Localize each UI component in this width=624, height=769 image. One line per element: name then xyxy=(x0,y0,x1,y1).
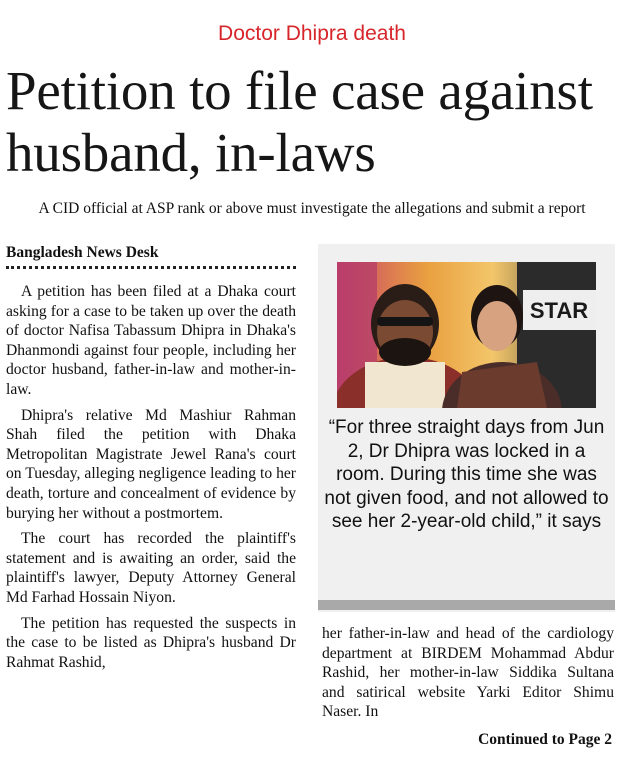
paragraph: The court has recorded the plaintiff's statement and is awaiting an order, said the plaintiff's lawyer, Deputy Attorney General Md Farhad Hossain Niyon. xyxy=(6,530,296,606)
article-body-left xyxy=(6,282,296,678)
byline-divider xyxy=(6,266,296,269)
couple-photo xyxy=(337,262,596,408)
byline: Bangladesh News Desk xyxy=(6,244,159,261)
paragraph: her father-in-law and head of the cardiology department at BIRDEM Mohammad Abdur Rashid, her mother-in-law Siddika Sultana and satirical website Yarki Editor Shimu Naser. In xyxy=(322,625,614,721)
pull-quote-bottom-bar xyxy=(318,600,615,610)
paragraph: The petition has requested the suspects in the case to be listed as Dhipra's husband Dr Rahmat Rashid, xyxy=(6,614,296,671)
deck-subheading: A CID official at ASP rank or above must investigate the allegations and submit a report xyxy=(38,200,586,217)
headline: Petition to file case against husband, in-laws xyxy=(6,60,593,183)
continued-link[interactable]: Continued to Page 2 xyxy=(478,731,612,748)
paragraph: Dhipra's relative Md Mashiur Rahman Shah filed the petition with Dhaka Metropolitan Magistrate Jewel Rana's court on Tuesday, alleging negligence leading to her death, torture and concealment of evidence by burying her without a postmortem. xyxy=(6,406,296,522)
article-body-right xyxy=(322,624,614,722)
paragraph: A petition has been filed at a Dhaka court asking for a case to be taken up over the death of doctor Nafisa Tabassum Dhipra in Dhaka's Dhanmondi against four people, including her doctor husband, father-in-law and mother-in-law. xyxy=(6,283,296,398)
pull-quote-text: “For three straight days from Jun 2, Dr Dhipra was locked in a room. During this time she was not given food, and not allowed to see her 2-year-old child,” it says xyxy=(324,417,609,532)
photo-sign-text: STAR xyxy=(529,298,589,323)
section-kicker: Doctor Dhipra death xyxy=(218,22,406,45)
